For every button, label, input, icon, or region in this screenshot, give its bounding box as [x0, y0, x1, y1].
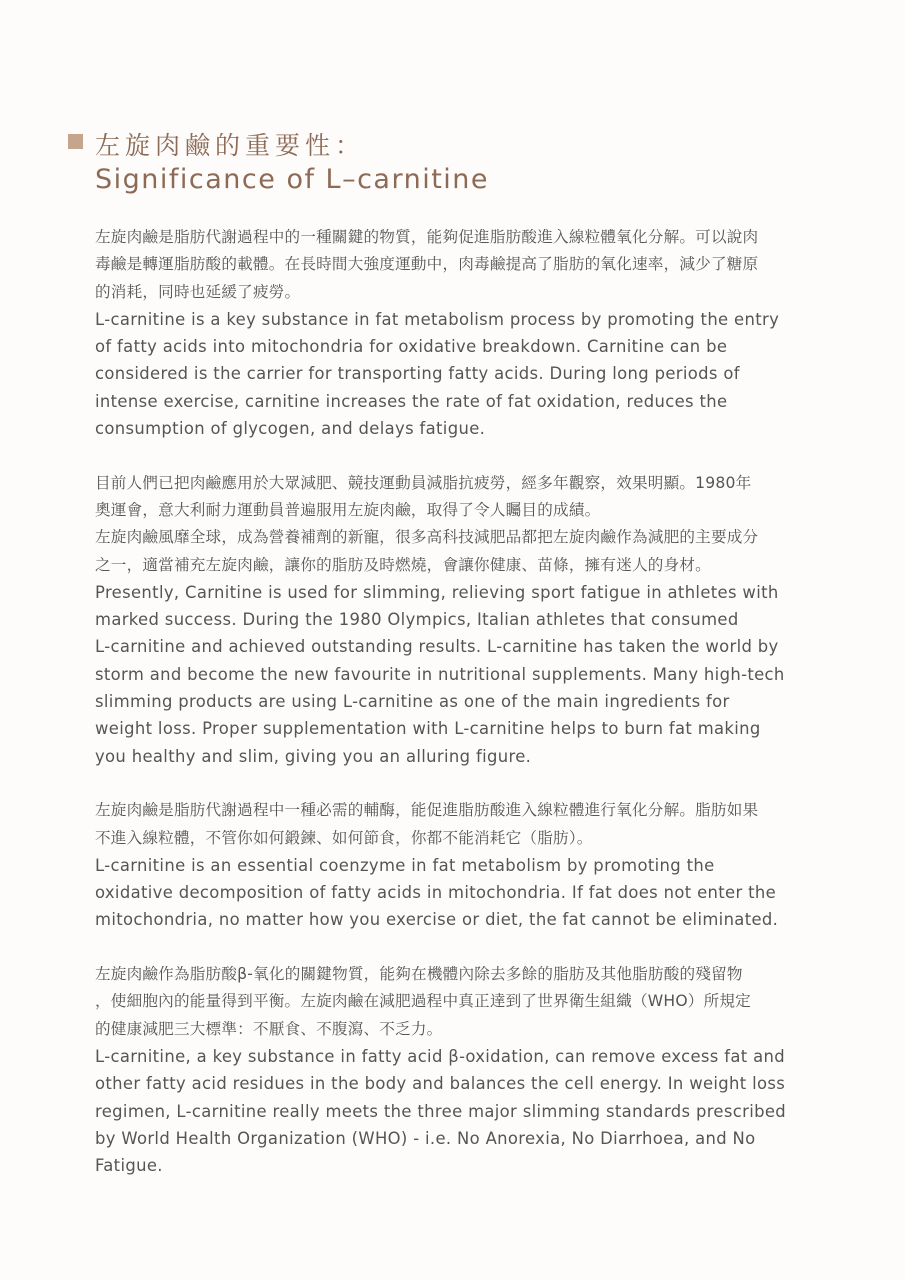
title-square-icon — [68, 134, 83, 149]
paragraph-4 — [95, 961, 840, 1179]
paragraph-line: L-carnitine and achieved outstanding results. L-carnitine has taken the world by — [95, 637, 779, 657]
paragraph-line: L-carnitine, a key substance in fatty acid β-oxidation, can remove excess fat and — [95, 1046, 785, 1066]
paragraph-line: intense exercise, carnitine increases the rate of fat oxidation, reduces the — [95, 391, 728, 411]
paragraph-line: Presently, Carnitine is used for slimming, relieving sport fatigue in athletes with — [95, 582, 779, 602]
paragraph-line: considered is the carrier for transporting fatty acids. During long periods of — [95, 364, 740, 384]
title-chinese: 左旋肉鹼的重要性： — [95, 131, 366, 160]
paragraph-line: 毒鹼是轉運脂肪酸的載體。在長時間大強度運動中，肉毒鹼提高了脂肪的氧化速率，減少了糖原 — [95, 255, 759, 274]
paragraph-spacer — [95, 770, 840, 797]
paragraph-line: 的消耗，同時也延緩了疲勞。 — [95, 282, 301, 301]
paragraph-line: 左旋肉鹼是脂肪代謝過程中一種必需的輔酶，能促進脂肪酸進入線粒體進行氧化分解。脂肪如果 — [95, 801, 759, 820]
paragraph-line: 之一，適當補充左旋肉鹼，讓你的脂肪及時燃燒，會讓你健康、苗條，擁有迷人的身材。 — [95, 555, 711, 574]
paragraph-spacer — [95, 934, 840, 961]
paragraph-line: L-carnitine is a key substance in fat metabolism process by promoting the entry — [95, 309, 780, 329]
paragraph-line: 左旋肉鹼是脂肪代謝過程中的一種關鍵的物質，能夠促進脂肪酸進入線粒體氧化分解。可以說肉 — [95, 228, 759, 246]
paragraph-line: slimming products are using L-carnitine as one of the main ingredients for — [95, 692, 730, 712]
paragraph-line: by World Health Organization (WHO) - i.e. No Anorexia, No Diarrhoea, and No — [95, 1128, 756, 1148]
paragraph-line: you healthy and slim, giving you an alluring figure. — [95, 746, 532, 766]
paragraph-line: L-carnitine is an essential coenzyme in fat metabolism by promoting the — [95, 855, 715, 875]
body-content — [95, 224, 840, 1179]
paragraph-line: regimen, L-carnitine really meets the three major slimming standards prescribed — [95, 1101, 787, 1121]
paragraph-line: Fatigue. — [95, 1156, 163, 1176]
paragraph-line: marked success. During the 1980 Olympics, Italian athletes that consumed — [95, 610, 739, 630]
paragraph-line: 左旋肉鹼作為脂肪酸β-氧化的關鍵物質，能夠在機體內除去多餘的脂肪及其他脂肪酸的殘留物 — [95, 965, 743, 984]
paragraph-1 — [95, 224, 840, 442]
paragraph-line: consumption of glycogen, and delays fatigue. — [95, 419, 486, 439]
title-english: Significance of L–carnitine — [95, 164, 490, 195]
paragraph-line: 不進入線粒體，不管你如何鍛鍊、如何節食，你都不能消耗它（脂肪）。 — [95, 828, 593, 847]
paragraph-line: mitochondria, no matter how you exercise or diet, the fat cannot be eliminated. — [95, 910, 779, 930]
paragraph-line: other fatty acid residues in the body and balances the cell energy. In weight loss — [95, 1074, 786, 1094]
paragraph-line: storm and become the new favourite in nutritional supplements. Many high-tech — [95, 664, 785, 684]
paragraph-line: 奧運會，意大利耐力運動員普遍服用左旋肉鹼，取得了令人矚目的成績。 — [95, 500, 601, 519]
paragraph-3 — [95, 797, 840, 933]
paragraph-line: 左旋肉鹼風靡全球，成為營養補劑的新寵，很多高科技減肥品都把左旋肉鹼作為減肥的主要成分 — [95, 528, 759, 547]
paragraph-line: oxidative decomposition of fatty acids in mitochondria. If fat does not enter the — [95, 883, 777, 903]
paragraph-2 — [95, 470, 840, 770]
paragraph-line: ，使細胞內的能量得到平衡。左旋肉鹼在減肥過程中真正達到了世界衛生組織（WHO）所規定 — [95, 992, 751, 1011]
paragraph-line: of fatty acids into mitochondria for oxidative breakdown. Carnitine can be — [95, 337, 728, 357]
paragraph-line: weight loss. Proper supplementation with L-carnitine helps to burn fat making — [95, 719, 761, 739]
paragraph-line: 的健康減肥三大標準：不厭食、不腹瀉、不乏力。 — [95, 1019, 443, 1038]
paragraph-line: 目前人們已把肉鹼應用於大眾減肥、競技運動員減脂抗疲勞，經多年觀察，效果明顯。1980年 — [95, 473, 752, 492]
paragraph-spacer — [95, 442, 840, 469]
